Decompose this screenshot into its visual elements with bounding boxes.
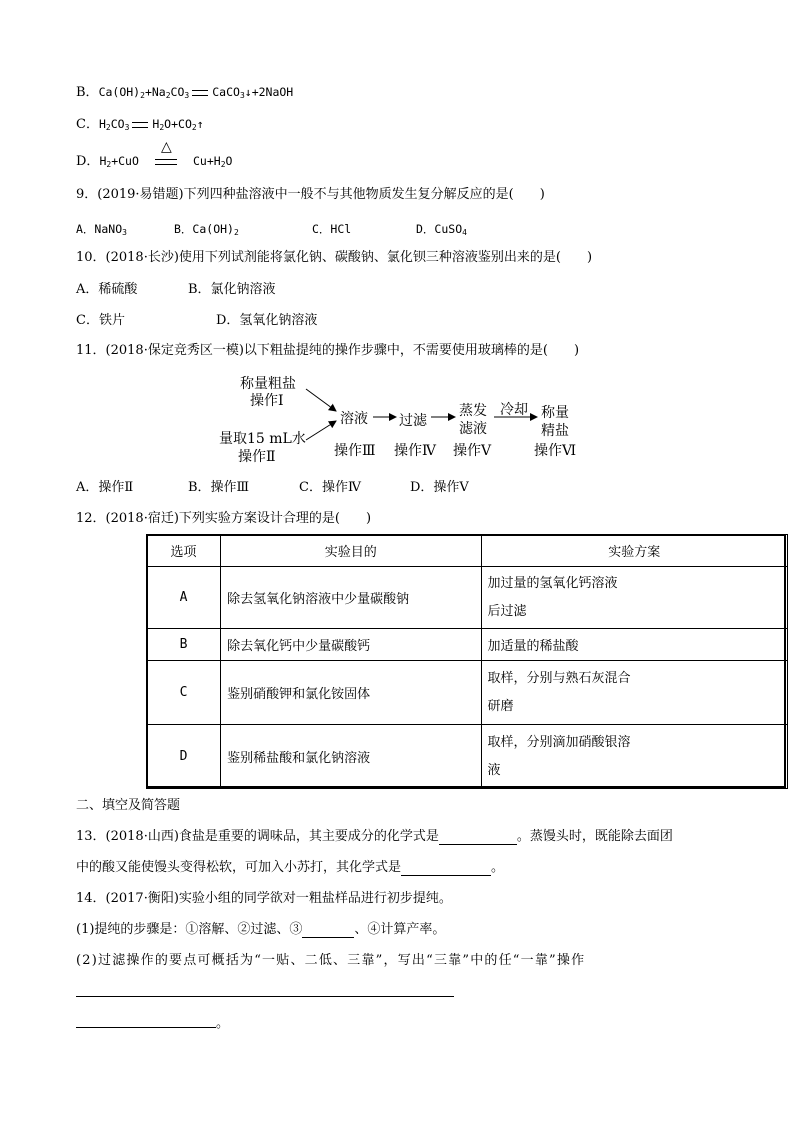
q9-stem: 9．(2019·易错题)下列四种盐溶液中一般不与其他物质发生复分解反应的是( ): [76, 187, 545, 202]
formula-text: +CuO: [111, 154, 139, 168]
subscript: 2: [165, 91, 171, 100]
q13-line2: [76, 860, 504, 876]
table-cell-goal: 鉴别稀盐酸和氯化钠溶液: [221, 725, 481, 789]
table-header-row: [147, 535, 788, 567]
question-text: 、④计算产率。: [354, 922, 446, 937]
subscript: 2: [233, 228, 239, 237]
table-cell-option: C: [147, 661, 221, 725]
arrow-water-to-solution: [306, 421, 336, 440]
table-cell-plan: [481, 725, 787, 789]
q11-option-a: A．操作Ⅱ: [76, 480, 134, 495]
option-text: D．CuSO: [416, 222, 463, 236]
subscript: 3: [239, 91, 245, 100]
arrow-weigh-to-solution: [306, 389, 336, 411]
formula-text: H: [152, 117, 160, 131]
table-cell-option: A: [147, 567, 221, 629]
flow-op1: 操作Ⅰ: [250, 393, 284, 409]
question-text: (1)提纯的步骤是：①溶解、②过滤、③: [76, 922, 303, 937]
formula-text: H: [98, 117, 106, 131]
q10-stem: 10．(2018·长沙)使用下列试剂能将氯化钠、碳酸钠、氯化钡三种溶液鉴别出来的是( ): [76, 250, 593, 265]
plan-line: 液: [487, 762, 501, 778]
table-row: [147, 629, 788, 661]
q10-option-a: A．稀硫酸: [76, 282, 138, 297]
experiment-table: [146, 534, 788, 789]
plan-line: 取样，分别与熟石灰混合: [487, 670, 631, 686]
table-row: [147, 661, 788, 725]
q10-option-d: D．氢氧化钠溶液: [216, 313, 318, 328]
formula-text: O: [225, 154, 233, 168]
subscript: 2: [106, 160, 112, 169]
flow-solution: 溶液: [340, 411, 368, 427]
answer-blank[interactable]: [439, 830, 517, 845]
plan-line: 研磨: [487, 698, 514, 714]
table-cell-goal: 鉴别硝酸钾和氯化铵固体: [221, 661, 481, 725]
formula-text: ↑: [196, 117, 204, 131]
subscript: 2: [105, 123, 111, 132]
q10-option-b: B．氯化钠溶液: [188, 282, 276, 297]
flow-filtrate: 滤液: [459, 421, 487, 437]
table-cell-plan: [481, 567, 787, 629]
table-row: [147, 567, 788, 629]
subscript: 2: [191, 123, 197, 132]
flow-pure-salt: 精盐: [541, 423, 569, 439]
option-label: D．: [76, 154, 100, 169]
answer-line[interactable]: [76, 1027, 216, 1028]
q12-stem: 12．(2018·宿迁)下列实验方案设计合理的是( ): [76, 511, 372, 526]
flow-op5: 操作Ⅴ: [453, 443, 492, 459]
answer-line[interactable]: [76, 996, 454, 997]
flow-cool: 冷却: [500, 402, 528, 418]
answer-blank[interactable]: [401, 861, 491, 876]
flow-op2: 操作Ⅱ: [238, 449, 276, 465]
formula-text: O+CO: [164, 117, 192, 131]
answer-blank[interactable]: [302, 923, 354, 938]
q13-line1: [76, 829, 673, 845]
table-cell-goal: 除去氢氧化钠溶液中少量碳酸钠: [221, 567, 481, 629]
flow-op4: 操作Ⅳ: [394, 443, 436, 459]
subscript: 3: [122, 228, 127, 237]
heat-condition-symbol: △: [161, 139, 172, 155]
plan-line: 加过量的氢氧化钙溶液: [487, 575, 618, 591]
table-cell-option: D: [147, 725, 221, 789]
question-text: 13．(2018·山西)食盐是重要的调味品，其主要成分的化学式是: [76, 829, 439, 844]
option-label: C．: [76, 117, 99, 132]
table-cell-option: B: [147, 629, 221, 661]
flow-weigh-salt: 称量粗盐: [240, 376, 296, 392]
table-header: 实验方案: [481, 535, 787, 567]
formula-text: ↓+2NaOH: [244, 85, 294, 99]
q14-stem: 14．(2017·衡阳)实验小组的同学欲对一粗盐样品进行初步提纯。: [76, 891, 452, 906]
q11-option-b: B．操作Ⅲ: [188, 480, 250, 495]
table-cell-plan: [481, 661, 787, 725]
q14-part1: [76, 922, 445, 938]
q11-stem: 11．(2018·保定竞秀区一模)以下粗盐提纯的操作步骤中，不需要使用玻璃棒的是( ): [76, 343, 580, 358]
section-heading: 二、填空及简答题: [76, 798, 181, 813]
formula-text: H: [99, 154, 107, 168]
option-text: B．Ca(OH): [174, 222, 234, 236]
table-header: 选项: [147, 535, 221, 567]
table-cell-plan: 加适量的稀盐酸: [481, 629, 787, 661]
question-text: 。: [491, 860, 505, 875]
q11-option-d: D．操作Ⅴ: [410, 480, 469, 495]
plan-line: 取样，分别滴加硝酸银溶: [487, 734, 631, 750]
q9-option-c: C．HCl: [312, 222, 352, 236]
option-label: B．: [76, 85, 99, 100]
flow-filter: 过滤: [399, 413, 427, 429]
table-header: 实验目的: [221, 535, 481, 567]
subscript: 4: [462, 228, 467, 237]
formula-text: CO: [170, 85, 185, 99]
question-text: 。蒸馒头时，既能除去面团: [516, 829, 673, 844]
formula-text: CaCO: [212, 85, 240, 99]
subscript: 2: [159, 123, 165, 132]
q14-part2: (2)过滤操作的要点可概括为“一贴、二低、三靠”，写出“三靠”中的任“一靠”操作: [76, 953, 586, 968]
subscript: 3: [184, 91, 190, 100]
subscript: 2: [140, 91, 145, 100]
formula-text: CO: [110, 117, 125, 131]
formula-text: +Na: [144, 85, 166, 99]
formula-text: Ca(OH): [98, 85, 141, 99]
q11-option-c: C．操作Ⅳ: [299, 480, 361, 495]
q10-option-c: C．铁片: [76, 313, 125, 328]
question-text: 中的酸又能使馒头变得松软，可加入小苏打，其化学式是: [76, 860, 402, 875]
option-text: A．NaNO: [76, 222, 123, 236]
plan-line: 后过滤: [487, 603, 527, 619]
flow-weigh-pure: 称量: [541, 405, 569, 421]
flow-measure-water: 量取15 mL水: [219, 431, 306, 447]
flow-evaporate: 蒸发: [459, 403, 487, 419]
subscript: 2: [220, 160, 226, 169]
q14-part2-end: 。: [216, 1016, 230, 1031]
table-cell-goal: 除去氧化钙中少量碳酸钙: [221, 629, 481, 661]
subscript: 3: [124, 123, 130, 132]
table-row: [147, 725, 788, 789]
flow-op3: 操作Ⅲ: [334, 443, 376, 459]
flow-op6: 操作Ⅵ: [534, 443, 577, 459]
formula-text: Cu+H: [193, 154, 221, 168]
